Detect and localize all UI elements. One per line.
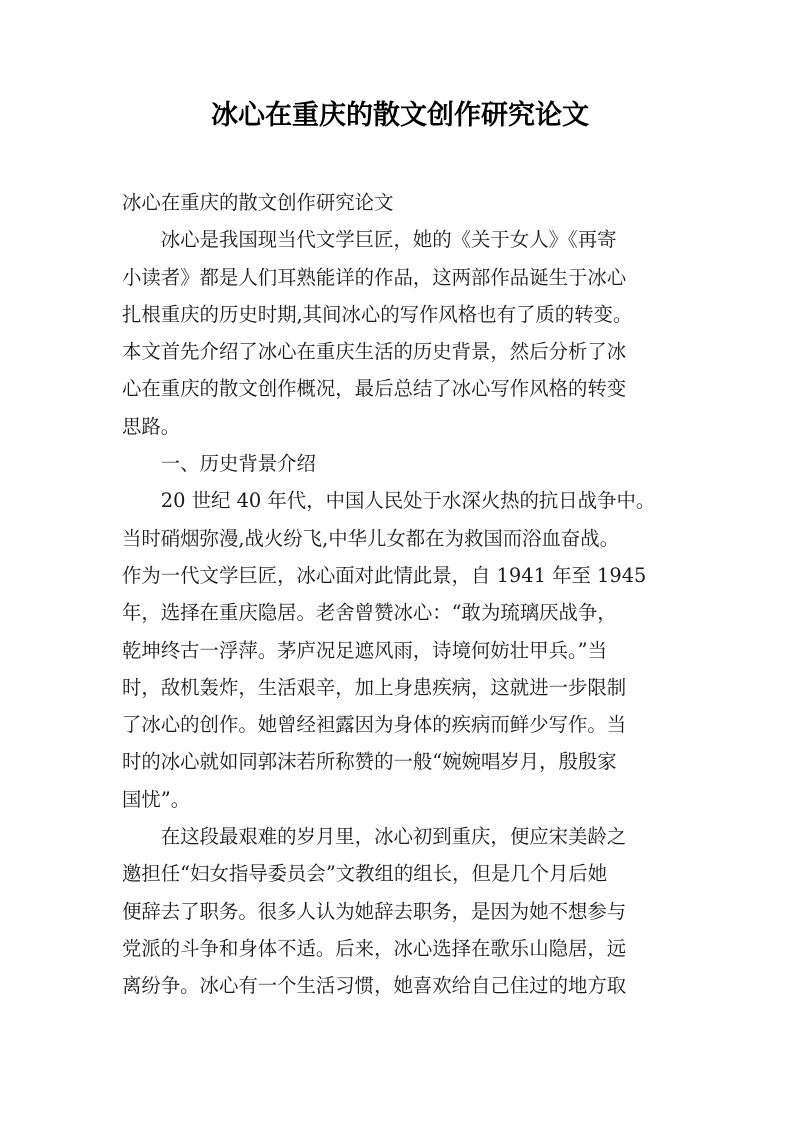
text-line: 便辞去了职务。很多人认为她辞去职务，是因为她不想参与 [122, 899, 627, 923]
section-heading [122, 445, 682, 482]
text-line: 在这段最艰难的岁月里，冰心初到重庆，便应宋美龄之 [160, 825, 627, 849]
text-line: 乾坤终古一浮萍。茅庐况足遮风雨，诗境何妨壮甲兵。”当 [122, 638, 607, 662]
text-line: 扎根重庆的历史时期,其间冰心的写作风格也有了质的转变。 [122, 302, 633, 326]
text-line: 20 世纪 40 年代，中国人民处于水深火热的抗日战争中。 [160, 489, 656, 513]
document-body [122, 184, 682, 1005]
text-line: 年，选择在重庆隐居。老舍曾赞冰心：“敢为琉璃厌战争， [122, 601, 617, 625]
abstract-paragraph [122, 221, 682, 445]
text-line: 本文首先介绍了冰心在重庆生活的历史背景，然后分析了冰 [122, 340, 627, 364]
text-line: 一、历史背景介绍 [160, 452, 316, 476]
text-line: 思路。 [122, 414, 181, 438]
text-line: 国忧”。 [122, 787, 191, 811]
text-line: 当时硝烟弥漫,战火纷飞,中华儿女都在为救国而浴血奋战。 [122, 526, 620, 550]
subtitle-paragraph [122, 184, 682, 221]
text-line: 小读者》都是人们耳熟能详的作品，这两部作品诞生于冰心 [122, 265, 627, 289]
text-line: 了冰心的创作。她曾经袒露因为身体的疾病而鲜少写作。当 [122, 713, 627, 737]
document-title: 冰心在重庆的散文创作研究论文 [211, 100, 589, 131]
text-line: 作为一代文学巨匠，冰心面对此情此景，自 1941 年至 1945 [122, 563, 647, 587]
text-line: 邀担任“妇女指导委员会”文教组的组长，但是几个月后她 [122, 862, 608, 886]
body-paragraph-1 [122, 482, 682, 818]
body-paragraph-2 [122, 818, 682, 1004]
text-line: 离纷争。冰心有一个生活习惯，她喜欢给自己住过的地方取 [122, 974, 627, 998]
text-line: 时的冰心就如同郭沫若所称赞的一般“婉婉唱岁月，殷殷家 [122, 750, 617, 774]
text-line: 时，敌机轰炸，生活艰辛，加上身患疾病，这就进一步限制 [122, 675, 627, 699]
text-line: 党派的斗争和身体不适。后来，冰心选择在歌乐山隐居，远 [122, 936, 627, 960]
text-line: 冰心是我国现当代文学巨匠，她的《关于女人》《再寄 [160, 228, 617, 252]
text-line: 冰心在重庆的散文创作研究论文 [122, 191, 394, 214]
text-line: 心在重庆的散文创作概况，最后总结了冰心写作风格的转变 [122, 377, 627, 401]
